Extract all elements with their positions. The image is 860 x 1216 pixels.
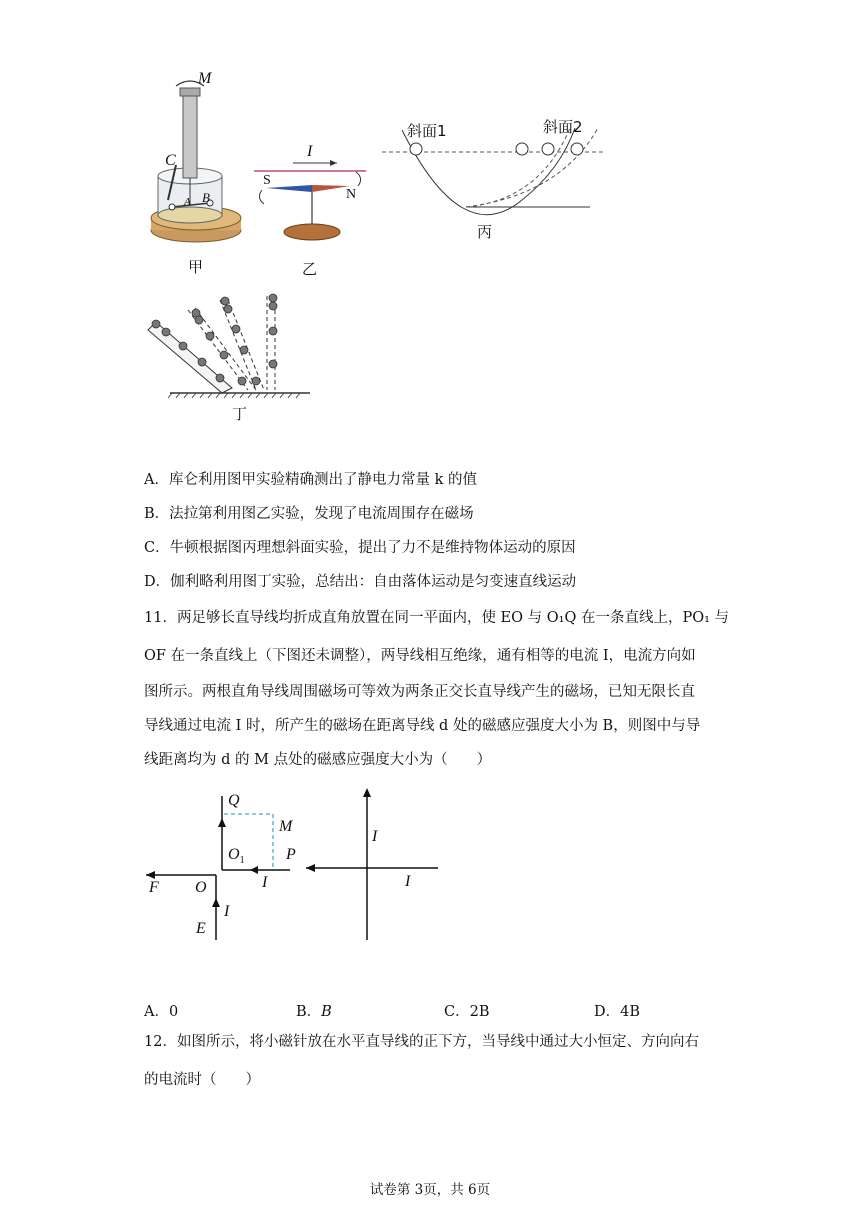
label-e: E [196,920,206,937]
label-i-left: I [262,874,268,891]
label-slope1: 斜面1 [407,122,447,140]
label-i-horizontal: I [405,873,411,890]
q11-choice-d: D．4B [594,1004,641,1020]
label-m: M [198,70,212,87]
q10-option-c: C．牛顿根据图丙理想斜面实验，提出了力不是维持物体运动的原因 [144,540,576,556]
q11-line-4: 导线通过电流 I 时，所产生的磁场在距离导线 d 处的磁感应强度大小为 B，则图中与导 [144,718,701,734]
label-current-i: I [307,143,313,160]
q10-option-b: B．法拉第利用图乙实验，发现了电流周围存在磁场 [144,506,474,522]
q11-line-3: 图所示。两根直角导线周围磁场可等效为两条正交长直导线产生的磁场，已知无限长直 [144,684,695,700]
label-i-e: I [224,903,230,920]
q11-line-2: OF 在一条直线上（下图还未调整），两导线相互绝缘，通有相等的电流 I，电流方向如 [144,648,696,664]
q10-option-a: A．库仑利用图甲实验精确测出了静电力常量 k 的值 [144,472,477,488]
label-o1: $O_1$ [228,846,245,867]
label-c: C [165,152,176,169]
caption-yi: 乙 [302,260,318,278]
q12-line-2: 的电流时（ ） [144,1072,260,1088]
label-slope2: 斜面2 [543,118,583,136]
q11-choice-a: A．0 [144,1004,179,1020]
caption-bing: 丙 [477,223,493,241]
label-p: P [286,846,296,863]
label-b: B [202,190,210,205]
label-a: A [184,196,191,208]
label-s: S [263,173,271,188]
label-f: F [149,879,159,896]
label-q: Q [228,792,240,809]
label-m-point: M [279,818,293,835]
q11-line-1: 11．两足够长直导线均折成直角放置在同一平面内，使 EO 与 O₁Q 在一条直线上，PO₁ 与 [144,610,730,626]
q12-line-1: 12．如图所示，将小磁针放在水平直导线的正下方，当导线中通过大小恒定、方向向右 [144,1034,699,1050]
caption-jia: 甲 [188,258,204,276]
label-n: N [346,187,357,202]
caption-ding: 丁 [232,405,248,423]
q11-line-5: 线距离均为 d 的 M 点处的磁感应强度大小为（ ） [144,752,492,768]
q10-option-d: D．伽利略利用图丁实验，总结出：自由落体运动是匀变速直线运动 [144,574,577,590]
label-i-vertical: I [372,828,378,845]
label-o: O [195,879,207,896]
q11-choice-b: B．B [296,1004,332,1020]
page-footer: 试卷第 3页，共 6页 [369,1182,491,1198]
q11-choice-c: C．2B [444,1004,490,1020]
